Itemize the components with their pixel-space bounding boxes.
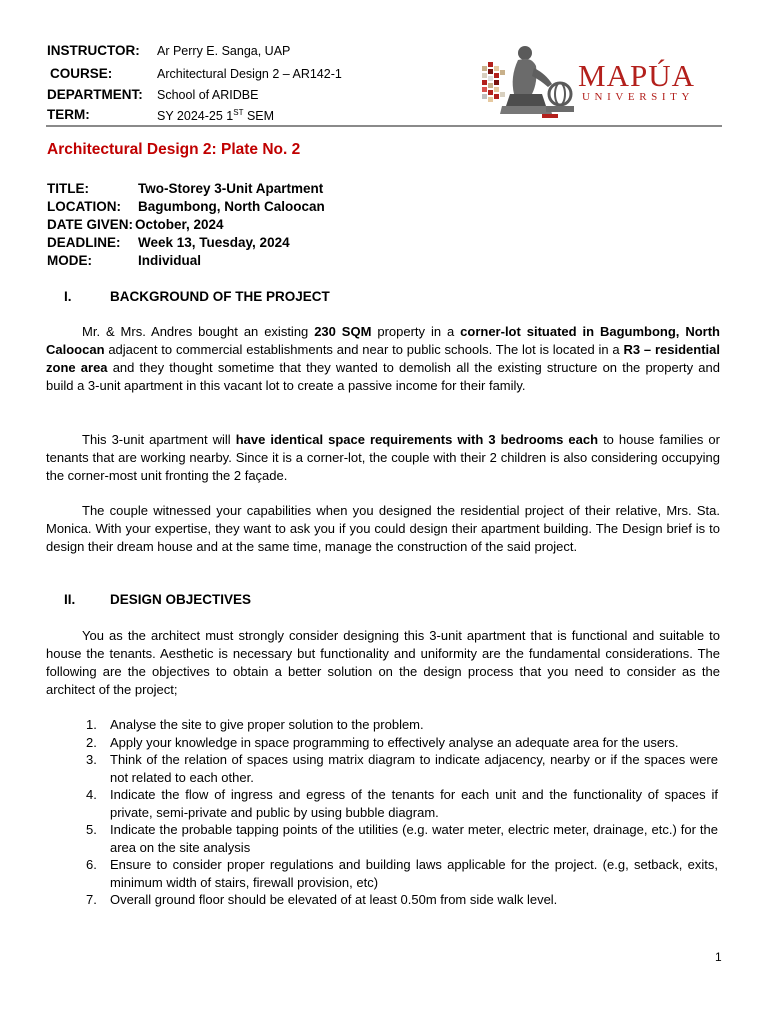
mode-value: Individual xyxy=(138,253,202,268)
title-value: Two-Storey 3-Unit Apartment xyxy=(138,181,324,196)
section-1-number: I. xyxy=(64,289,72,304)
header-divider xyxy=(46,125,722,127)
deadline-label: DEADLINE: xyxy=(47,235,121,250)
list-item: 2. Apply your knowledge in space programming to effectively analyse an adequate area for the users. xyxy=(86,734,679,750)
university-brand-subtitle: UNIVERSITY xyxy=(582,91,694,103)
course-value: Architectural Design 2 – AR142-1 xyxy=(157,67,342,81)
section-2-title: DESIGN OBJECTIVES xyxy=(110,592,252,607)
date-given-value: October, 2024 xyxy=(135,217,224,232)
term-label: TERM: xyxy=(47,107,90,122)
list-item: 5. Indicate the probable tapping points of the utilities (e.g. water meter, electric meter, drainage, etc.) for the area on the site analysis xyxy=(86,822,718,855)
department-label: DEPARTMENT: xyxy=(47,87,143,102)
objectives-list xyxy=(46,716,718,909)
section-1-title: BACKGROUND OF THE PROJECT xyxy=(110,289,330,304)
objectives-intro-paragraph: You as the architect must strongly consider designing this 3-unit apartment that is functional and suitable to house the tenants. Aesthetic is necessary but functionality and uniformity are the fundamental considerations. The following are the objectives to obtain a better solution on the design process that you need to consider as the architect of the project; xyxy=(46,628,720,697)
deadline-value: Week 13, Tuesday, 2024 xyxy=(138,235,290,250)
course-label: COURSE: xyxy=(50,66,113,81)
date-given-label: DATE GIVEN: xyxy=(47,217,134,232)
section-2-number: II. xyxy=(64,592,76,607)
background-paragraph-2: This 3-unit apartment will have identical space requirements with 3 bedrooms each to house families or tenants that are working nearby. Since it is a corner-lot, the couple with their 2 children is also considering occupying the corner-most unit fronting the 2 façade. xyxy=(46,432,720,483)
list-item: 3. Think of the relation of spaces using matrix diagram to indicate adjacency, nearby or if the spaces were not related to each other. xyxy=(86,752,718,785)
list-item: 1. Analyse the site to give proper solution to the problem. xyxy=(86,717,424,732)
department-value: School of ARIDBE xyxy=(157,88,259,102)
mode-label: MODE: xyxy=(47,253,92,268)
list-item: 4. Indicate the flow of ingress and egress of the tenants for each unit and the functionality of spaces if private, semi-private and public by using bubble diagram. xyxy=(86,787,718,820)
list-item: 6. Ensure to consider proper regulations and building laws applicable for the project. (e.g, setback, exits, minimum width of stairs, firewall provision, etc) xyxy=(86,857,718,890)
instructor-label: INSTRUCTOR: xyxy=(47,43,140,58)
location-value: Bagumbong, North Caloocan xyxy=(138,199,325,214)
university-brand-name: MAPÚA xyxy=(578,58,695,93)
term-value: SY 2024-25 1ST SEM xyxy=(157,108,275,124)
page-number: 1 xyxy=(715,950,722,964)
logo-emblem-icon xyxy=(480,42,580,126)
list-item: 7. Overall ground floor should be elevated of at least 0.50m from side walk level. xyxy=(86,892,558,907)
background-paragraph-1: Mr. & Mrs. Andres bought an existing 230 SQM property in a corner-lot situated in Bagumbong, North Caloocan adjacent to commercial establishments and near to public schools. The lot is located in a R3 – residential zone area and they thought sometime that they wanted to demolish all the existing structure on the property and build a 3-unit apartment in this vacant lot to create a passive income for their family. xyxy=(46,324,720,393)
background-paragraph-3: The couple witnessed your capabilities when you designed the residential project of their relative, Mrs. Sta. Monica. With your expertise, they want to ask you if you could design their apartment building. The Design brief is to design their dream house and at the same time, manage the construction of the said project. xyxy=(46,503,720,554)
plate-title: Architectural Design 2: Plate No. 2 xyxy=(47,141,301,158)
location-label: LOCATION: xyxy=(47,199,121,214)
title-label: TITLE: xyxy=(47,181,89,196)
instructor-value: Ar Perry E. Sanga, UAP xyxy=(157,44,291,58)
